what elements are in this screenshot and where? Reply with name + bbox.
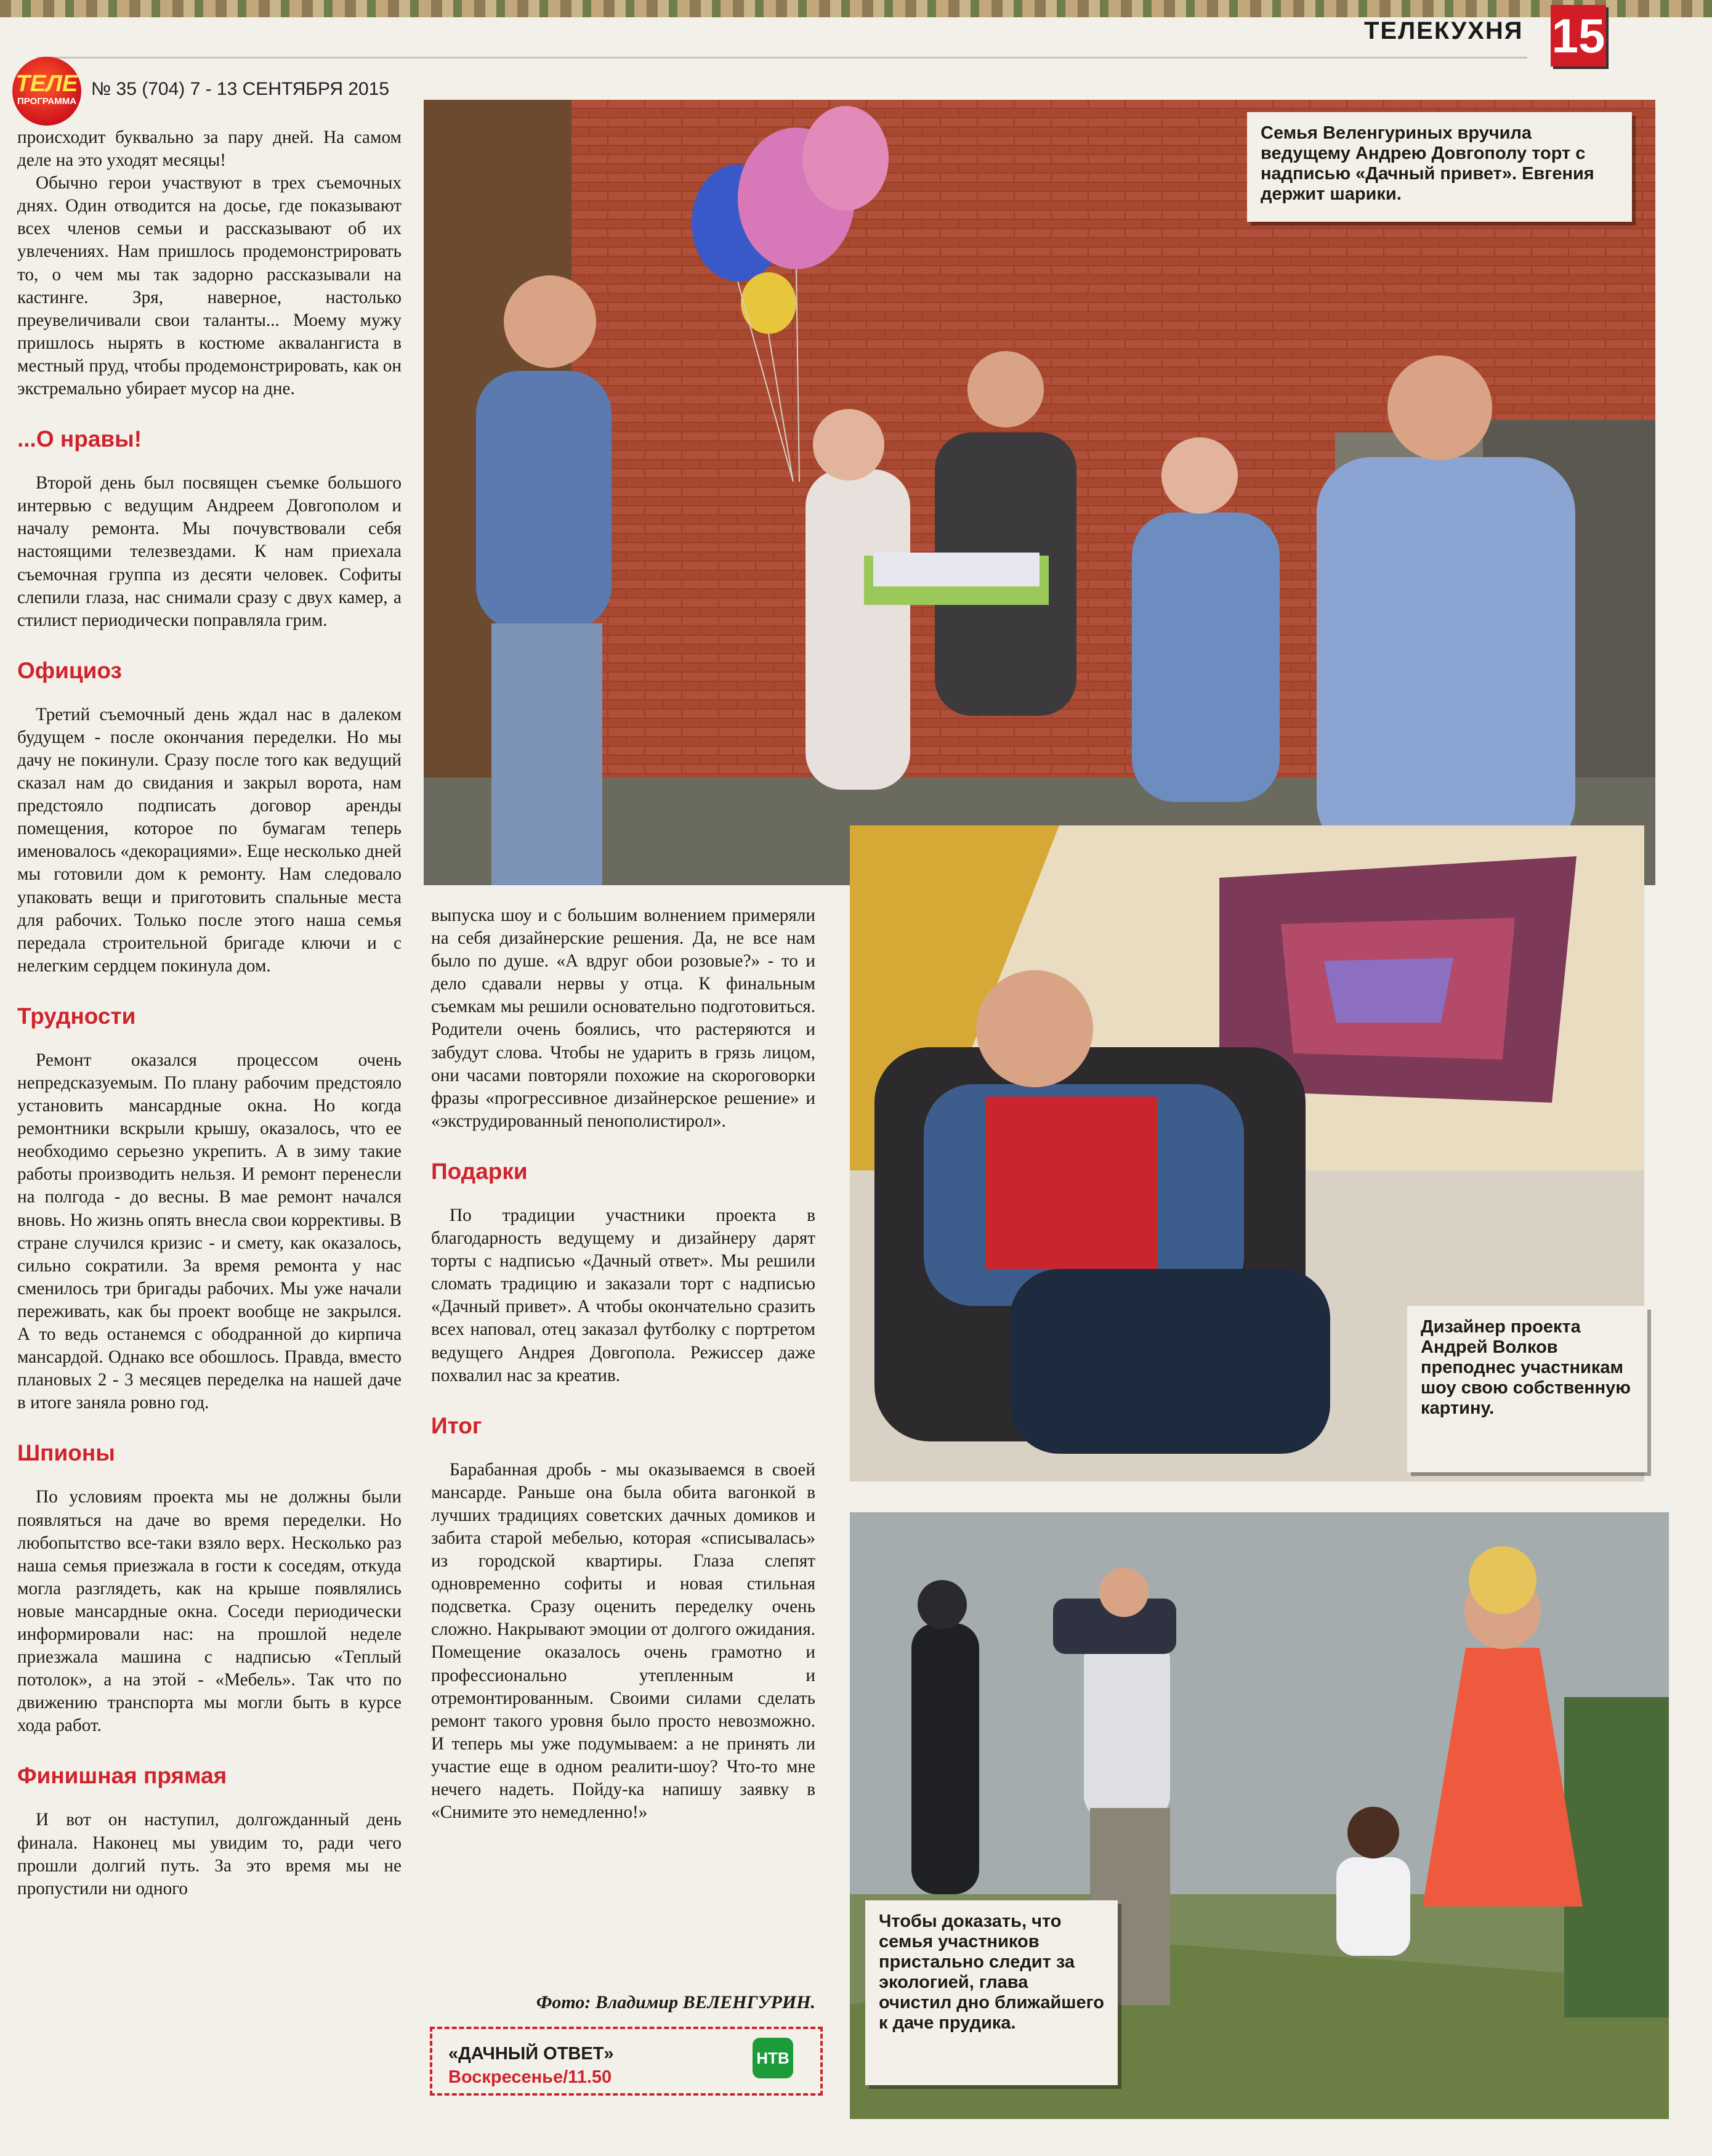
subheading: Официоз — [17, 657, 122, 683]
paragraph: Обычно герои участвуют в трех съемочных днях. Один отводится на досье, где показывают всех членов семьи и рассказывают об их увлечениях. Нам пришлось продемонстрировать то, о чем мы так задорно рассказывали на кастинге. Зря, наверное, настолько преувеличивали свои таланты... Моему мужу пришлось нырять в костюме аквалангиста в местный пруд, чтобы продемонстрировать, как он экстремально убирает мусор на дне. — [17, 173, 402, 399]
subheading: Итог — [431, 1412, 482, 1438]
paragraph: И вот он наступил, долгожданный день финала. Наконец мы увидим то, ради чего прошли долгий путь. За это время мы не пропустили ни одного — [17, 1810, 402, 1899]
text-column-1 — [17, 126, 402, 1900]
subheading: Подарки — [431, 1158, 528, 1184]
caption-photo-2: Дизайнер проекта Андрей Волков преподнес участникам шоу свою собственную картину. — [1407, 1306, 1647, 1472]
show-time: Воскресенье/11.50 — [448, 2067, 612, 2087]
logo-top: ТЕЛЕ — [15, 71, 78, 97]
subheading: Трудности — [17, 1003, 136, 1029]
section-name: ТЕЛЕКУХНЯ — [1364, 17, 1524, 44]
subheading: ...О нравы! — [17, 426, 142, 452]
paragraph: Второй день был посвящен съемке большого интервью с ведущим Андреем Довгополом и началу ремонта. Мы почувствовали себя настоящими телезвездами. К нам приехала съемочная группа из десяти человек. Софиты слепили глаза, нас снимали сразу с двух камер, а стилист периодически поправляла грим. — [17, 473, 402, 630]
ntv-logo-icon: НТВ — [753, 2038, 793, 2078]
tablecloth-strip — [0, 0, 1712, 18]
paragraph: Третий съемочный день ждал нас в далеком будущем - после окончания переделки. Но мы дачу не покинули. Сразу после того как ведущий сказал нам до свидания и закрыл ворота, нам предстояло подписать договор аренды помещения, которое по бумагам теперь именовалось «декорациями». Еще несколько дней мы готовили дом к ремонту. Нам следовало упаковать вещи и приготовить спальные места для рабочих. Только после этого наша семья передала строительной бригаде ключи и с нелегким сердцем покинула дом. — [17, 704, 402, 976]
logo-bottom: ПРОГРАММА — [17, 96, 77, 107]
subheading: Финишная прямая — [17, 1763, 227, 1789]
text-column-2 — [431, 904, 815, 1824]
paragraph: По условиям проекта мы не должны были появляться на даче во время переделки. Но любопытство все-таки взяло верх. Несколько раз наша семья приезжала в гости к соседям, откуда могла разглядеть, как на крыше появлялись новые мансардные окна. Соседи периодически информировали нас: на прошлой неделе приезжала машина с надписью «Теплый потолок», а на этой - «Мебель». Так что по движению транспорта мы могли быть в курсе хода работ. — [17, 1487, 402, 1736]
show-title: «ДАЧНЫЙ ОТВЕТ» — [448, 2044, 614, 2064]
paragraph: Барабанная дробь - мы оказываемся в своей мансарде. Раньше она была обита вагонкой в лучших традициях советских дачных домиков и забита старой мебелью, которая «списывалась» из городской квартиры. Глаза слепят одновременно софиты и новая стильная подсветка. Сразу оценить переделку очень сложно. Накрывают эмоции от долгого ожидания. Помещение оказалось очень грамотно и профессионально утепленным и отремонтированным. Своими силами сделать ремонт такого уровня было просто невозможно. И теперь мы уже подумываем: а не принять ли участие еще в одном реалити-шоу? Что-то мне нечего надеть. Пойду-ка напишу заявку в «Снимите это немедленно!» — [431, 1459, 815, 1823]
issue-line: № 35 (704) 7 - 13 СЕНТЯБРЯ 2015 — [91, 79, 390, 99]
tele-programma-logo-icon — [12, 57, 81, 126]
caption-photo-1: Семья Веленгуриных вручила ведущему Андрею Довгополу торт с надписью «Дачный привет». Евгения держит шарики. — [1247, 112, 1632, 222]
header-rule — [37, 57, 1527, 59]
paragraph: Ремонт оказался процессом очень непредсказуемым. По плану рабочим предстояло установить мансардные окна. Но когда ремонтники вскрыли крышу, оказалось, что ее необходимо серьезно укрепить. А в зиму такие работы производить нельзя. И ремонт перенесли на полгода - до весны. В мае ремонт начался вновь. Но жизнь опять внесла свои коррективы. В стране случился кризис - и смету, как оказалось, сильно сократили. За время ремонта у нас сменилось три бригады рабочих. Мы уже начали переживать, как бы проект вообще не закрылся. А то ведь останемся с ободранной до кирпича мансардой. Однако все обошлось. Правда, вместо плановых 2 - 3 месяцев переделка на нашей даче в итоге заняла ровно год. — [17, 1050, 402, 1413]
paragraph: выпуска шоу и с большим волнением примеряли на себя дизайнерские решения. Да, не все нам было по душе. «А вдруг обои розовые?» - то и дело сдавали нервы у отца. К финальным съемкам мы решили основательно подготовиться. Родители очень боялись, что растеряются и забудут слова. Чтобы не ударить в грязь лицом, они часами повторяли похожие на скороговорки фразы «прогрессивное дизайнерское решение» и «экструдированный пенополистирол». — [431, 906, 815, 1131]
paragraph: По традиции участники проекта в благодарность ведущему и дизайнеру дарят торты с надписью «Дачный ответ». Мы решили сломать традицию и заказали торт с надписью «Дачный привет». А чтобы окончательно сразить всех наповал, отец заказал футболку с портретом ведущего Андрея Довгопола. Режиссер даже похвалил нас за креатив. — [431, 1205, 815, 1385]
page-number: 15 — [1551, 5, 1606, 67]
caption-photo-3: Чтобы доказать, что семья участников пристально следит за экологией, глава очистил дно ближайшего к даче прудика. — [865, 1900, 1118, 2085]
paragraph: происходит буквально за пару дней. На самом деле на это уходят месяцы! — [17, 128, 402, 171]
subheading: Шпионы — [17, 1440, 115, 1466]
photo-credit: Фото: Владимир ВЕЛЕНГУРИН. — [536, 1992, 815, 2012]
